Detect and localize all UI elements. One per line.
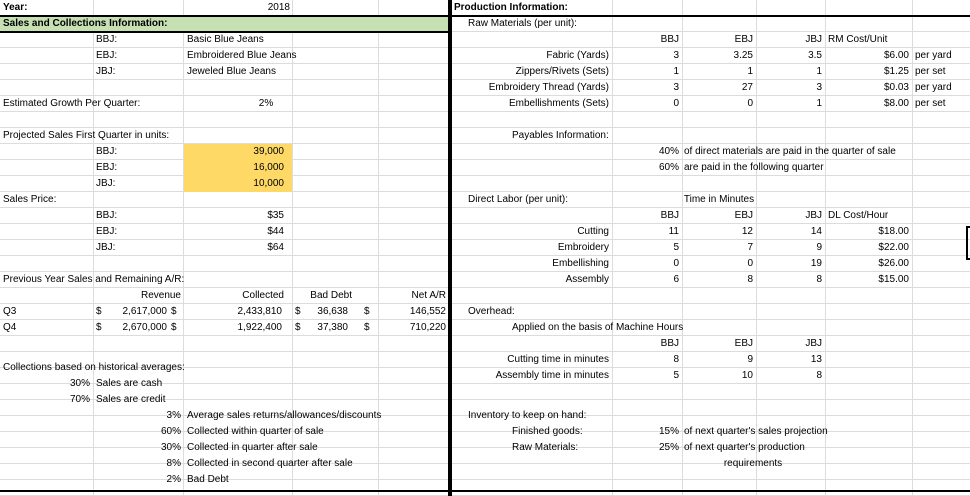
dl-cost-header: DL Cost/Hour — [828, 210, 889, 221]
currency-symbol: $ — [295, 322, 301, 333]
overhead-task: Cutting time in minutes — [507, 354, 609, 365]
raw-unit: per set — [915, 66, 946, 77]
year-value[interactable]: 2018 — [267, 2, 290, 13]
product-code: EBJ: — [96, 50, 118, 61]
projected-code: BBJ: — [96, 146, 118, 157]
year-label: Year: — [3, 2, 28, 13]
cash-pct[interactable]: 30% — [69, 378, 90, 389]
price-code: JBJ: — [96, 242, 116, 253]
raw-ebj[interactable]: 3.25 — [733, 50, 753, 61]
inventory-text: of next quarter's production — [684, 442, 805, 453]
raw-jbj[interactable]: 3.5 — [808, 50, 822, 61]
overhead-ebj[interactable]: 10 — [741, 370, 753, 381]
collection-pct[interactable]: 30% — [160, 442, 181, 453]
raw-ebj[interactable]: 0 — [747, 98, 753, 109]
raw-bbj[interactable]: 0 — [673, 98, 679, 109]
product-name[interactable]: Basic Blue Jeans — [187, 34, 264, 45]
collection-pct[interactable]: 8% — [166, 458, 181, 469]
labor-cost[interactable]: $22.00 — [878, 242, 909, 253]
product-name[interactable]: Jeweled Blue Jeans — [187, 66, 276, 77]
collection-pct[interactable]: 60% — [160, 426, 181, 437]
raw-materials-label: Raw Materials (per unit): — [468, 18, 577, 29]
inventory-pct[interactable]: 25% — [658, 442, 679, 453]
net-ar-value[interactable]: 146,552 — [409, 306, 446, 317]
col-header-jbj: JBJ — [805, 34, 822, 45]
col-header-ebj: EBJ — [734, 210, 753, 221]
payables-text: of direct materials are paid in the quarter of sale — [684, 146, 896, 157]
projected-units[interactable]: 16,000 — [253, 162, 284, 173]
quarter-label: Q3 — [3, 306, 17, 317]
raw-material-name: Embellishments (Sets) — [508, 98, 609, 109]
col-header-jbj: JBJ — [805, 338, 822, 349]
payables-text: are paid in the following quarter — [684, 162, 824, 173]
collection-pct[interactable]: 2% — [166, 474, 181, 485]
bad-debt-header: Bad Debt — [310, 290, 352, 301]
labor-task: Assembly — [565, 274, 609, 285]
overhead-jbj[interactable]: 8 — [816, 370, 822, 381]
labor-bbj[interactable]: 6 — [673, 274, 679, 285]
product-code: JBJ: — [96, 66, 116, 77]
raw-material-name: Fabric (Yards) — [546, 50, 609, 61]
collection-text: Collected in quarter after sale — [187, 442, 318, 453]
raw-bbj[interactable]: 3 — [673, 50, 679, 61]
col-header-bbj: BBJ — [660, 210, 679, 221]
bad-debt-value[interactable]: 37,380 — [317, 322, 348, 333]
labor-jbj[interactable]: 19 — [810, 258, 822, 269]
overhead-basis: Applied on the basis of Machine Hours — [512, 322, 684, 333]
credit-text: Sales are credit — [96, 394, 166, 405]
raw-bbj[interactable]: 3 — [673, 82, 679, 93]
inventory-extra: requirements — [723, 458, 783, 469]
collected-value[interactable]: 2,433,810 — [237, 306, 282, 317]
collection-text: Collected within quarter of sale — [187, 426, 324, 437]
collection-text: Average sales returns/allowances/discounts — [187, 410, 382, 421]
projected-code: EBJ: — [96, 162, 118, 173]
time-header: Time in Minutes — [683, 194, 755, 205]
collection-text: Bad Debt — [187, 474, 229, 485]
inventory-label: Inventory to keep on hand: — [468, 410, 587, 421]
sales-bottom-border — [0, 490, 450, 492]
raw-cost[interactable]: $6.00 — [883, 50, 909, 61]
overhead-jbj[interactable]: 13 — [810, 354, 822, 365]
overhead-label: Overhead: — [468, 306, 515, 317]
currency-symbol: $ — [364, 322, 370, 333]
labor-task: Cutting — [577, 226, 609, 237]
labor-cost[interactable]: $18.00 — [878, 226, 909, 237]
collection-text: Collected in second quarter after sale — [187, 458, 353, 469]
revenue-header: Revenue — [140, 290, 181, 301]
projected-units[interactable]: 39,000 — [253, 146, 284, 157]
collection-pct[interactable]: 3% — [166, 410, 181, 421]
raw-jbj[interactable]: 3 — [816, 82, 822, 93]
price-value[interactable]: $64 — [267, 242, 284, 253]
labor-ebj[interactable]: 7 — [747, 242, 753, 253]
labor-ebj[interactable]: 0 — [747, 258, 753, 269]
payables-pct[interactable]: 60% — [658, 162, 679, 173]
labor-cost[interactable]: $15.00 — [878, 274, 909, 285]
net-ar-header: Net A/R — [411, 290, 446, 301]
raw-unit: per set — [915, 98, 946, 109]
revenue-value[interactable]: 2,670,000 — [122, 322, 167, 333]
bad-debt-value[interactable]: 36,638 — [317, 306, 348, 317]
raw-ebj[interactable]: 1 — [747, 66, 753, 77]
raw-ebj[interactable]: 27 — [741, 82, 753, 93]
raw-unit: per yard — [915, 50, 952, 61]
currency-symbol: $ — [295, 306, 301, 317]
currency-symbol: $ — [96, 306, 102, 317]
raw-bbj[interactable]: 1 — [673, 66, 679, 77]
growth-value[interactable]: 2% — [258, 98, 274, 109]
labor-jbj[interactable]: 8 — [816, 274, 822, 285]
labor-task: Embroidery — [557, 242, 609, 253]
grid-line — [912, 0, 913, 496]
col-header-bbj: BBJ — [660, 34, 679, 45]
grid-line — [93, 0, 94, 496]
labor-ebj[interactable]: 8 — [747, 274, 753, 285]
col-header-jbj: JBJ — [805, 210, 822, 221]
overhead-ebj[interactable]: 9 — [747, 354, 753, 365]
raw-cost[interactable]: $0.03 — [883, 82, 909, 93]
raw-material-name: Zippers/Rivets (Sets) — [515, 66, 609, 77]
labor-task: Embellishing — [552, 258, 609, 269]
previous-label: Previous Year Sales and Remaining A/R: — [3, 274, 185, 285]
raw-unit: per yard — [915, 82, 952, 93]
price-code: BBJ: — [96, 210, 118, 221]
raw-jbj[interactable]: 1 — [816, 66, 822, 77]
projected-label: Projected Sales First Quarter in units: — [3, 130, 170, 141]
credit-pct[interactable]: 70% — [69, 394, 90, 405]
quarter-label: Q4 — [3, 322, 17, 333]
revenue-value[interactable]: 2,617,000 — [122, 306, 167, 317]
raw-jbj[interactable]: 1 — [816, 98, 822, 109]
inventory-text: of next quarter's sales projection — [684, 426, 828, 437]
raw-material-name: Embroidery Thread (Yards) — [488, 82, 609, 93]
price-label: Sales Price: — [3, 194, 57, 205]
sales-header: Sales and Collections Information: — [3, 18, 168, 29]
overhead-task: Assembly time in minutes — [495, 370, 609, 381]
price-value[interactable]: $35 — [267, 210, 284, 221]
edge-mark — [966, 226, 968, 260]
net-ar-value[interactable]: 710,220 — [409, 322, 446, 333]
inventory-item: Finished goods: — [512, 426, 583, 437]
price-code: EBJ: — [96, 226, 118, 237]
inventory-pct[interactable]: 15% — [658, 426, 679, 437]
currency-symbol: $ — [171, 306, 177, 317]
payables-label: Payables Information: — [512, 130, 609, 141]
col-header-bbj: BBJ — [660, 338, 679, 349]
raw-cost[interactable]: $8.00 — [883, 98, 909, 109]
labor-jbj[interactable]: 14 — [810, 226, 822, 237]
product-name[interactable]: Embroidered Blue Jeans — [187, 50, 297, 61]
currency-symbol: $ — [171, 322, 177, 333]
cash-text: Sales are cash — [96, 378, 163, 389]
production-header: Production Information: — [454, 2, 568, 13]
rm-cost-header: RM Cost/Unit — [828, 34, 888, 45]
production-bottom-border — [450, 490, 970, 492]
col-header-ebj: EBJ — [734, 338, 753, 349]
labor-ebj[interactable]: 12 — [741, 226, 753, 237]
collected-value[interactable]: 1,922,400 — [237, 322, 282, 333]
product-code: BBJ: — [96, 34, 118, 45]
projected-units[interactable]: 10,000 — [253, 178, 284, 189]
raw-cost[interactable]: $1.25 — [883, 66, 909, 77]
labor-cost[interactable]: $26.00 — [878, 258, 909, 269]
currency-symbol: $ — [96, 322, 102, 333]
overhead-bbj[interactable]: 5 — [673, 370, 679, 381]
overhead-bbj[interactable]: 8 — [673, 354, 679, 365]
currency-symbol: $ — [364, 306, 370, 317]
growth-label: Estimated Growth Per Quarter: — [3, 98, 141, 109]
price-value[interactable]: $44 — [267, 226, 284, 237]
collected-header: Collected — [242, 290, 284, 301]
labor-jbj[interactable]: 9 — [816, 242, 822, 253]
labor-bbj[interactable]: 0 — [673, 258, 679, 269]
projected-code: JBJ: — [96, 178, 116, 189]
labor-bbj[interactable]: 5 — [673, 242, 679, 253]
col-header-ebj: EBJ — [734, 34, 753, 45]
payables-pct[interactable]: 40% — [658, 146, 679, 157]
collections-label: Collections based on historical averages: — [3, 362, 185, 373]
direct-labor-label: Direct Labor (per unit): — [468, 194, 569, 205]
inventory-item: Raw Materials: — [512, 442, 579, 453]
labor-bbj[interactable]: 11 — [668, 226, 679, 237]
